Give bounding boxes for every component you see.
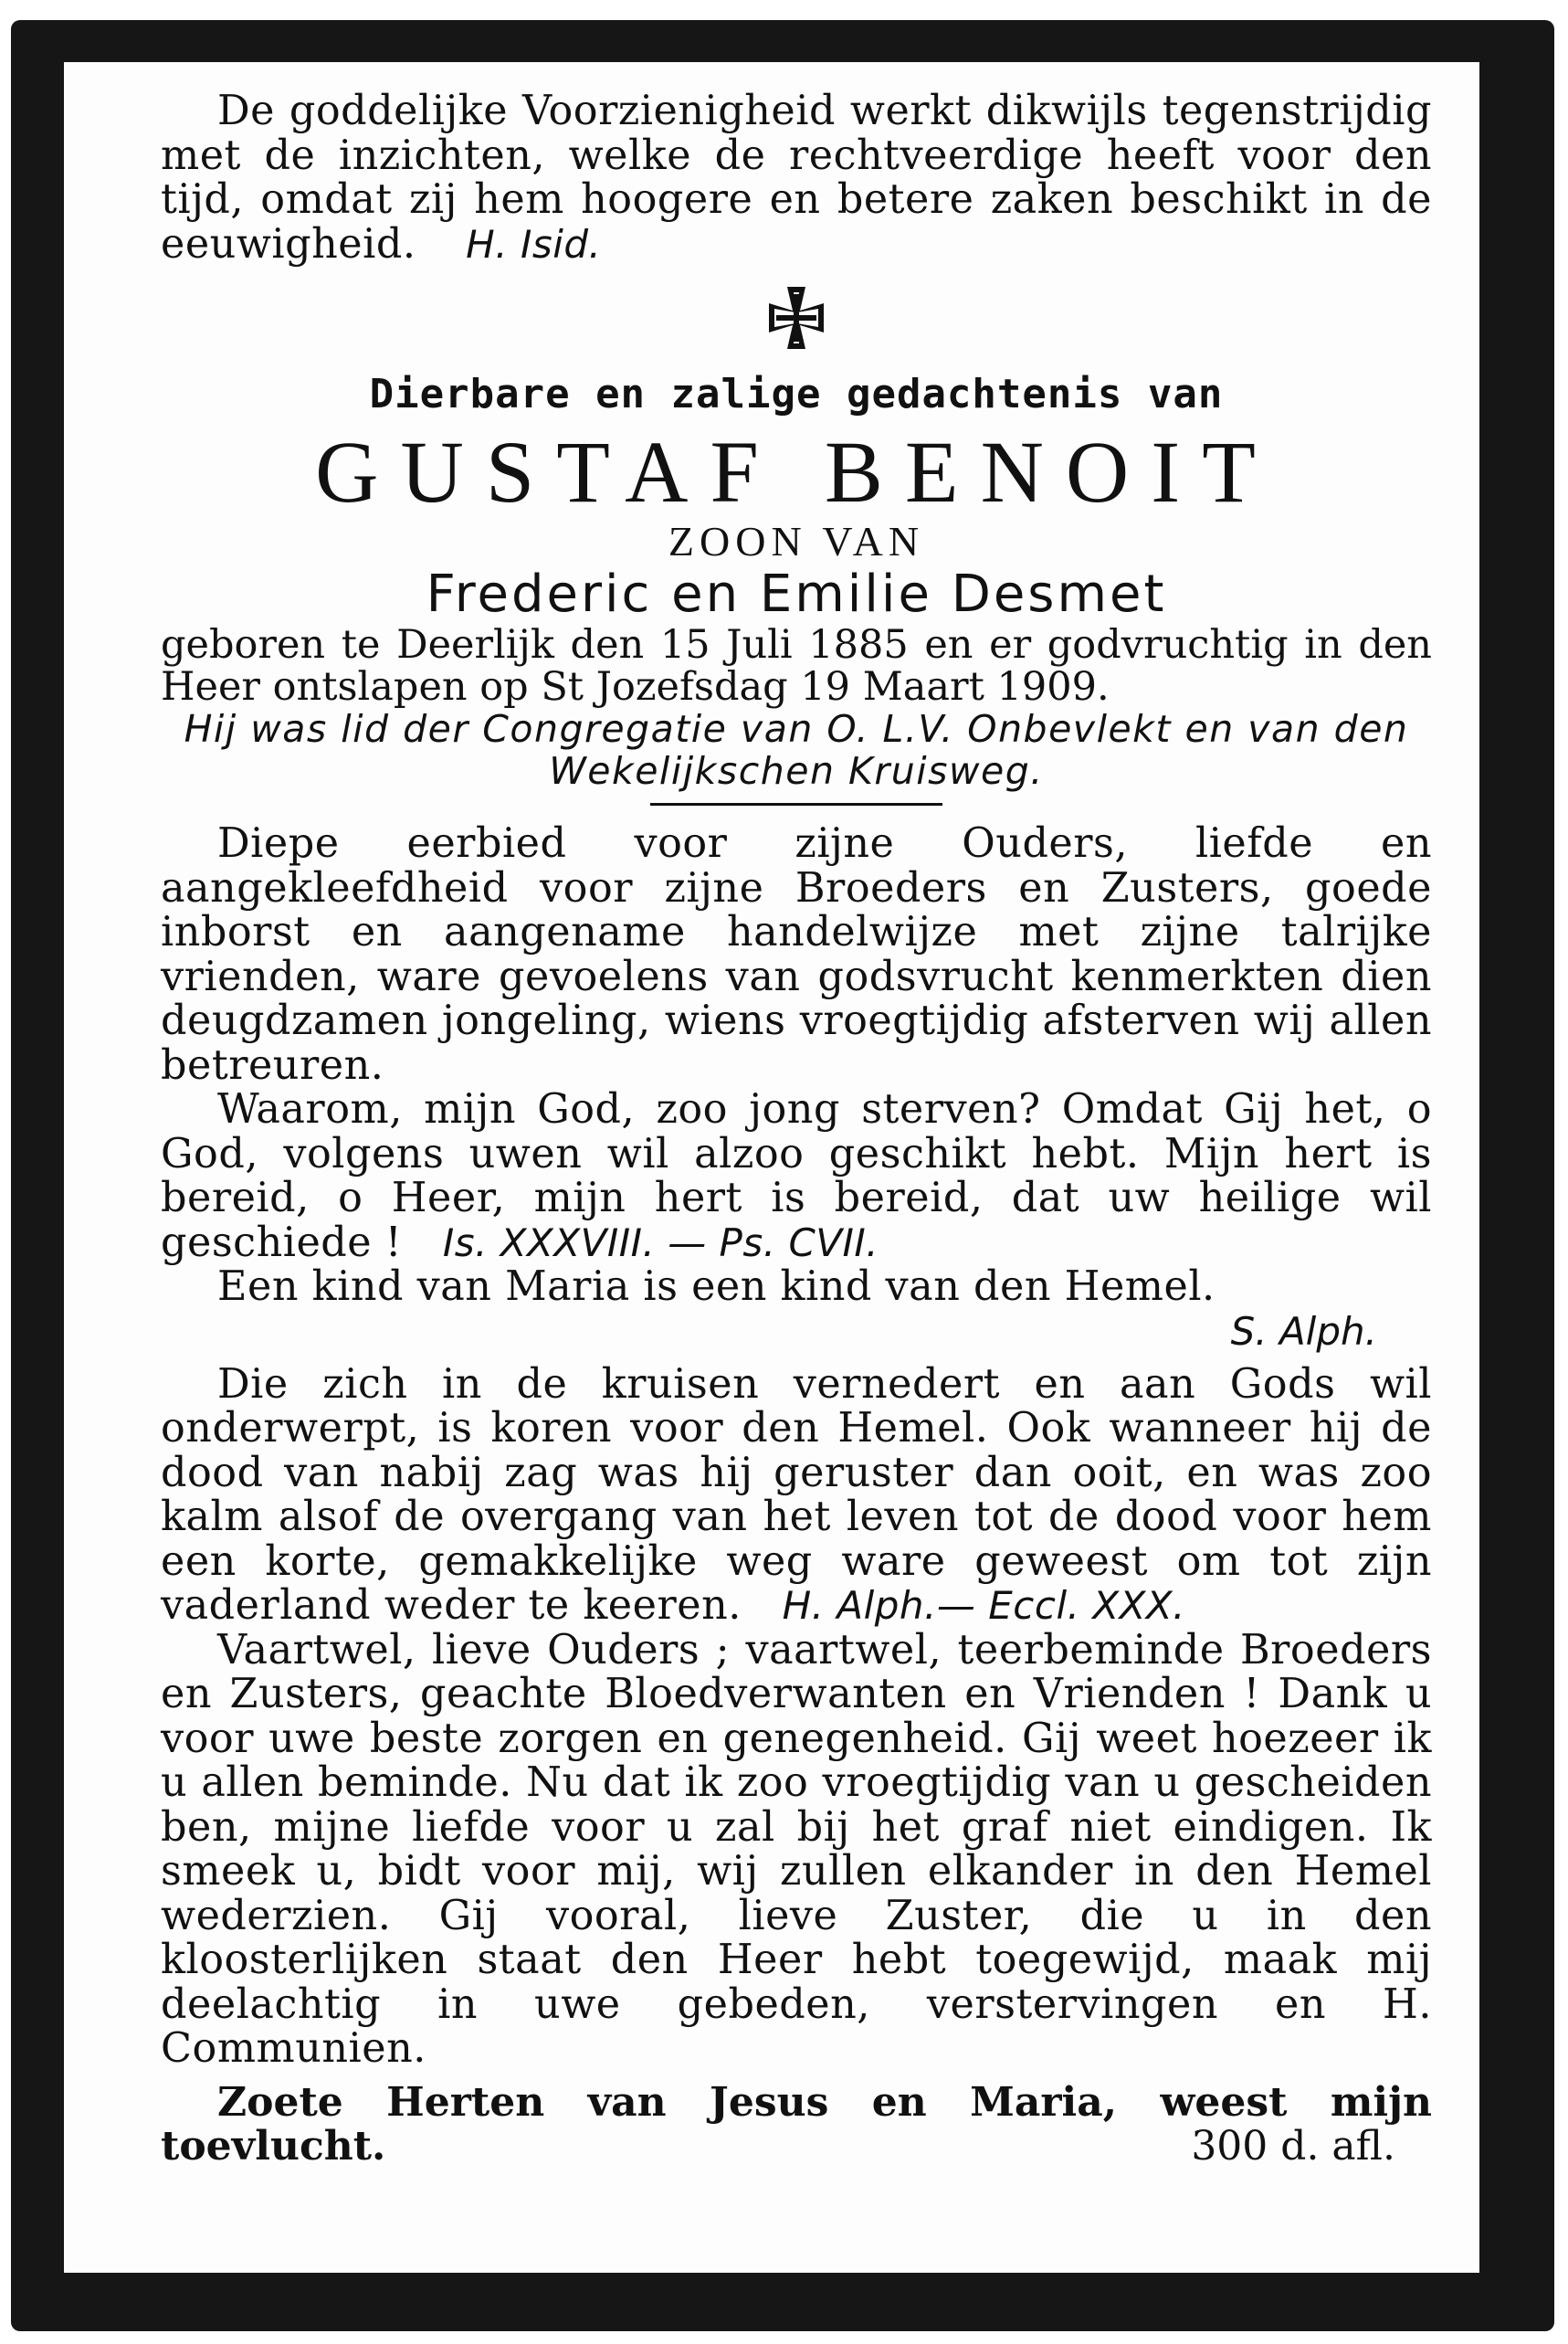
- closing-prayer: Zoete Herten van Jesus en Maria, weest mijn toevlucht.: [161, 2078, 1432, 2170]
- opening-quote: [161, 90, 1432, 267]
- quote-text: De goddelijke Voorzienigheid werkt dikwijls tegenstrijdig met de inzichten, welke de rechtveerdige heeft voor den tijd, omdat zij hem hoogere en betere zaken beschikt in de eeuwigheid.: [161, 88, 1432, 268]
- paragraph-crosses-source: H. Alph.— Eccl. XXX.: [782, 1583, 1185, 1628]
- paragraph-farewell: Vaartwel, lieve Ouders ; vaartwel, teerbeminde Broeders en Zusters, geachte Bloedverwanten en Vrienden ! Dank u voor uwe beste zorgen en genegenheid. Gij weet hoezeer ik u allen beminde. Nu dat ik zoo vroegtijdig van u gescheiden ben, mijne liefde voor u zal bij het graf niet eindigen. Ik smeek u, bidt voor mij, wij zullen elkander in den Hemel wederzien. Gij vooral, lieve Zuster, die u in den kloosterlijken staat den Heer hebt toegewijd, maak mij deelachtig in uwe gebeden, verstervingen en H. Communien.: [161, 1626, 1432, 2072]
- cross-pattee-icon: [765, 283, 827, 353]
- memorial-card: [64, 62, 1479, 2273]
- paragraph-why: [161, 1088, 1432, 1265]
- paragraph-crosses-text: Die zich in de kruisen vernedert en aan Gods wil onderwerpt, is koren voor den Hemel. Ook wanneer hij de dood van nabij zag was hij geruster dan ooit, en was zoo kalm alsof de overgang van het leven tot de dood voor hem een korte, gemakkelijke weg ware geweest om tot zijn vaderland weder te keeren.: [161, 1360, 1432, 1629]
- paragraph-why-text: Waarom, mijn God, zoo jong sterven? Omdat Gij het, o God, volgens uwen wil alzoo geschikt hebt. Mijn hert is bereid, o Heer, mijn hert is bereid, dat uw heilige wil geschiede !: [161, 1086, 1432, 1266]
- paragraph-virtues: Diepe eerbied voor zijne Ouders, liefde en aangekleefdheid voor zijne Broeders en Zusters, goede inborst en aangename handelwijze met zijne talrijke vrienden, ware gevoelens van godsvrucht kenmerkten dien deugdzamen jongeling, wiens vroegtijdig afsterven wij allen betreuren.: [161, 820, 1432, 1089]
- paragraph-crosses: [161, 1360, 1432, 1629]
- paragraph-child-of-mary-source: S. Alph.: [1230, 1308, 1377, 1354]
- parents-names: Frederic en Emilie Desmet: [426, 565, 1167, 624]
- indulgence-note: 300 d. afl.: [1191, 2122, 1395, 2170]
- son-of-label: ZOON VAN: [668, 518, 925, 565]
- quote-source: H. Isid.: [466, 221, 602, 267]
- divider-rule: [650, 803, 942, 806]
- membership-note: Hij was lid der Congregatie van O. L.V. Onbevlekt en van den Wekelijkschen Kruisweg.: [184, 707, 1409, 793]
- paragraph-why-source: Is. XXXVIII. — Ps. CVII.: [442, 1220, 879, 1265]
- cross-ornament: [161, 283, 1432, 356]
- memorial-intro: Dierbare en zalige gedachtenis van: [369, 371, 1224, 417]
- paragraph-child-of-mary: Een kind van Maria is een kind van den Hemel.: [217, 1263, 1215, 1310]
- deceased-name: GUSTAF BENOIT: [315, 423, 1278, 521]
- birth-death-details: geboren te Deerlijk den 15 Juli 1885 en er godvruchtig in den Heer ontslapen op St Jozefsdag 19 Maart 1909.: [161, 622, 1432, 710]
